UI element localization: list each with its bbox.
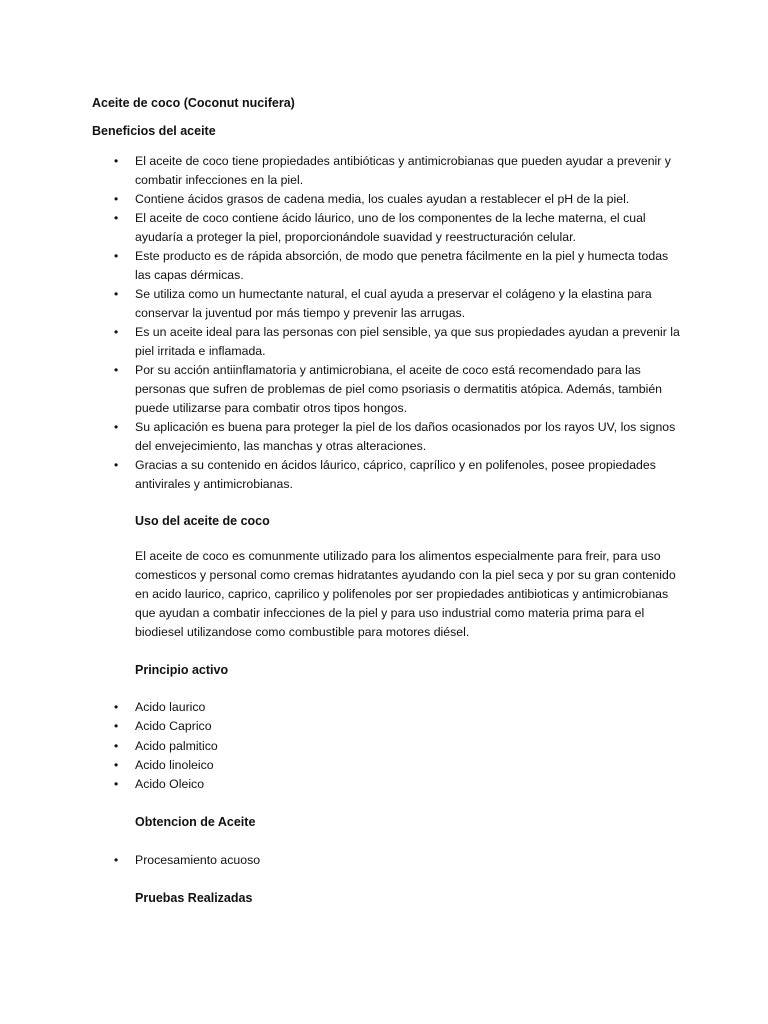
list-item-text: Acido palmitico	[135, 738, 218, 753]
bullet-icon: •	[114, 458, 119, 472]
benefits-list	[92, 152, 682, 494]
obtention-list	[92, 851, 682, 870]
list-item	[92, 418, 682, 456]
list-item	[92, 361, 682, 418]
list-item-text: Por su acción antiinflamatoria y antimicrobiana, el aceite de coco está recomendado para las personas que sufren de problemas de piel como psoriasis o dermatitis atópica. Además, también puede utilizarse para combatir otros tipos hongos.	[135, 363, 663, 415]
list-item	[92, 190, 682, 209]
bullet-icon: •	[114, 325, 119, 339]
list-item	[92, 737, 682, 756]
bullet-icon: •	[114, 192, 119, 206]
bullet-icon: •	[114, 211, 119, 225]
list-item-text: Acido Oleico	[135, 777, 205, 792]
bullet-icon: •	[114, 363, 119, 377]
bullet-icon: •	[114, 287, 119, 301]
list-item-text: Gracias a su contenido en ácidos láurico, cáprico, caprílico y en polifenoles, posee propiedades antivirales y antimicrobianas.	[135, 458, 656, 491]
list-item-text: El aceite de coco contiene ácido láurico, uno de los componentes de la leche materna, el cual ayudaría a proteger la piel, proporcionándole suavidad y reestructuración celular.	[135, 211, 646, 244]
bullet-icon: •	[114, 420, 119, 434]
tests-heading: Pruebas Realizadas	[135, 891, 253, 905]
bullet-icon: •	[114, 757, 119, 772]
active-list	[92, 698, 682, 794]
benefits-heading: Beneficios del aceite	[92, 124, 216, 138]
list-item-text: Se utiliza como un humectante natural, el cual ayuda a preservar el colágeno y la elastina para conservar la juventud por más tiempo y prevenir las arrugas.	[135, 287, 652, 320]
list-item	[92, 775, 682, 794]
list-item	[92, 247, 682, 285]
list-item	[92, 285, 682, 323]
list-item-text: Contiene ácidos grasos de cadena media, los cuales ayudan a restablecer el pH de la piel.	[135, 192, 630, 206]
list-item-text: Es un aceite ideal para las personas con piel sensible, ya que sus propiedades ayudan a prevenir la piel irritada e inflamada.	[135, 325, 680, 358]
list-item-text: El aceite de coco tiene propiedades antibióticas y antimicrobianas que pueden ayudar a prevenir y combatir infecciones en la piel.	[135, 154, 671, 187]
list-item-text: Acido linoleico	[135, 757, 214, 772]
list-item	[92, 717, 682, 736]
bullet-icon: •	[114, 154, 119, 168]
list-item-text: Acido Caprico	[135, 719, 212, 734]
obtention-heading: Obtencion de Aceite	[135, 815, 256, 829]
list-item	[92, 152, 682, 190]
active-heading: Principio activo	[135, 663, 229, 677]
bullet-icon: •	[114, 777, 119, 792]
bullet-icon: •	[114, 700, 119, 714]
bullet-icon: •	[114, 249, 119, 263]
bullet-icon: •	[114, 719, 119, 734]
list-item	[92, 851, 682, 870]
uses-paragraph: El aceite de coco es comunmente utilizado para los alimentos especialmente para freir, para uso comesticos y personal como cremas hidratantes ayudando con la piel seca y por su gran contenido en acido laurico, caprico, caprilico y polifenoles por ser propiedades antibioticas y antimicrobianas que ayudan a combatir infecciones de la piel y para uso industrial como materia prima para el biodiesel utilizandose como combustible para motores diésel.	[135, 549, 676, 639]
list-item	[92, 698, 682, 717]
list-item	[92, 323, 682, 361]
document-title: Aceite de coco (Coconut nucifera)	[92, 96, 295, 110]
list-item-text: Acido laurico	[135, 700, 206, 714]
bullet-icon: •	[114, 738, 119, 753]
list-item	[92, 209, 682, 247]
list-item-text: Procesamiento acuoso	[135, 853, 261, 867]
list-item	[92, 756, 682, 775]
list-item-text: Este producto es de rápida absorción, de modo que penetra fácilmente en la piel y humecta todas las capas dérmicas.	[135, 249, 669, 282]
list-item	[92, 456, 682, 494]
list-item-text: Su aplicación es buena para proteger la piel de los daños ocasionados por los rayos UV, los signos del envejecimiento, las manchas y otras alteraciones.	[135, 420, 676, 453]
uses-heading: Uso del aceite de coco	[135, 514, 270, 528]
bullet-icon: •	[114, 853, 119, 867]
